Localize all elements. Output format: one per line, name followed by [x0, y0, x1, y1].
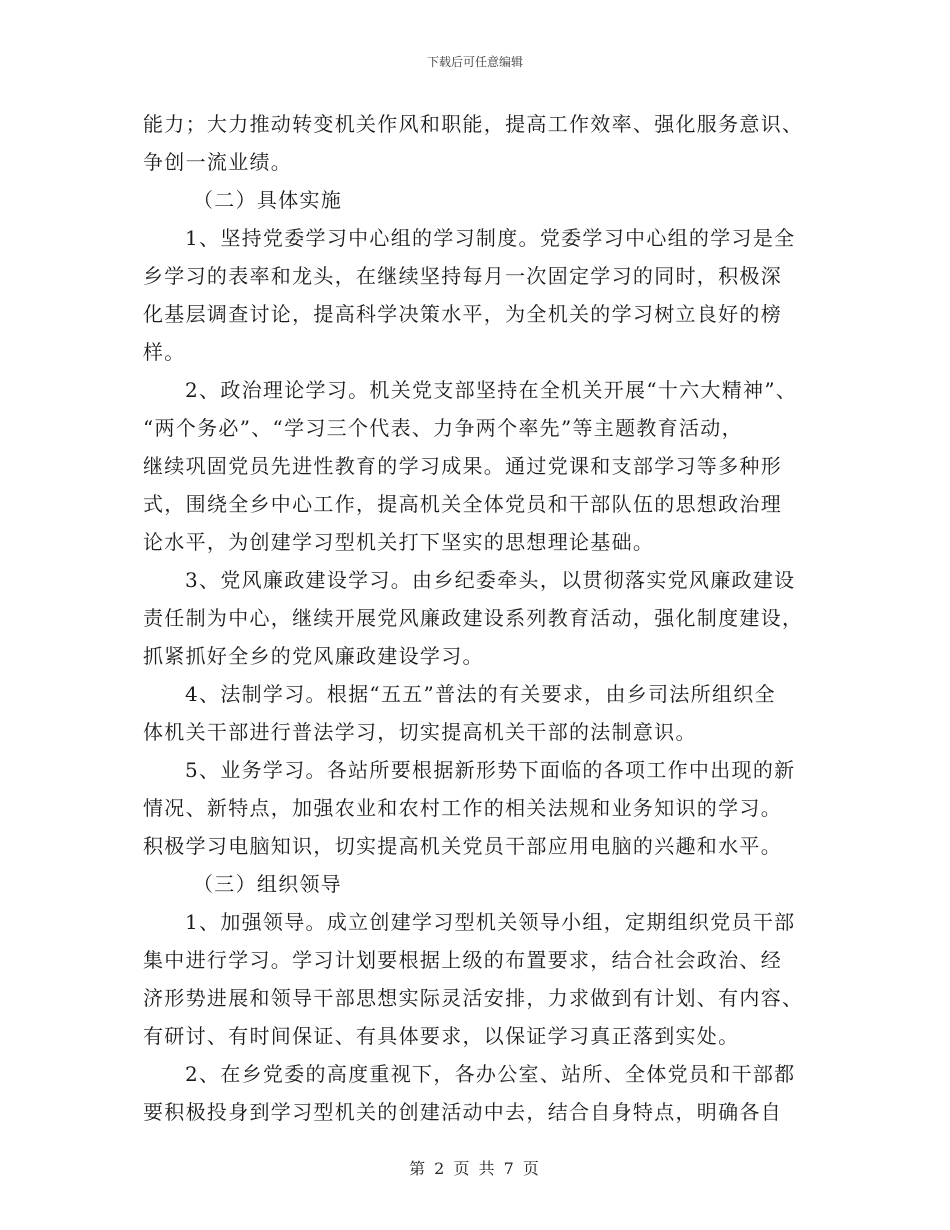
text-line: 能力；大力推动转变机关作风和职能，提高工作效率、强化服务意识、: [143, 112, 804, 136]
text-line: 体机关干部进行普法学习，切实提高机关干部的法制意识。: [143, 720, 697, 744]
text-line: 样。: [143, 340, 186, 364]
page-header: 下载后可任意编辑: [426, 55, 523, 69]
text-line: 有研讨、有时间保证、有具体要求，以保证学习真正落到实处。: [143, 1024, 740, 1048]
text-line: 1、坚持党委学习中心组的学习制度。党委学习中心组的学习是全: [185, 226, 796, 250]
text-line: 3、党风廉政建设学习。由乡纪委牵头，以贯彻落实党风廉政建设: [185, 568, 796, 592]
text-line: 论水平，为创建学习型机关打下坚实的思想理论基础。: [143, 530, 655, 554]
text-line: 争创一流业绩。: [143, 150, 293, 174]
text-line: 集中进行学习。学习计划要根据上级的布置要求，结合社会政治、经: [143, 948, 782, 972]
text-line: （三）组织领导: [193, 872, 343, 896]
text-line: 2、政治理论学习。机关党支部坚持在全机关开展“十六大精神”、: [185, 378, 798, 402]
text-line: “两个务必”、“学习三个代表、力争两个率先”等主题教育活动，: [143, 416, 743, 440]
text-line: 抓紧抓好全乡的党风廉政建设学习。: [143, 644, 484, 668]
text-line: 要积极投身到学习型机关的创建活动中去，结合自身特点，明确各自: [143, 1100, 782, 1124]
text-line: 1、加强领导。成立创建学习型机关领导小组，定期组织党员干部: [185, 910, 796, 934]
text-line: 乡学习的表率和龙头，在继续坚持每月一次固定学习的同时，积极深: [143, 264, 782, 288]
text-line: 济形势进展和领导干部思想实际灵活安排，力求做到有计划、有内容、: [143, 986, 804, 1010]
text-line: 化基层调查讨论，提高科学决策水平，为全机关的学习树立良好的榜: [143, 302, 782, 326]
text-line: 情况、新特点，加强农业和农村工作的相关法规和业务知识的学习。: [143, 796, 782, 820]
text-line: 责任制为中心，继续开展党风廉政建设系列教育活动，强化制度建设，: [143, 606, 804, 630]
text-line: （二）具体实施: [193, 188, 343, 212]
page-footer: 第 2 页 共 7 页: [409, 1159, 541, 1178]
text-line: 积极学习电脑知识，切实提高机关党员干部应用电脑的兴趣和水平。: [143, 834, 782, 858]
document-body: [143, 105, 815, 1131]
text-line: 5、业务学习。各站所要根据新形势下面临的各项工作中出现的新: [185, 758, 796, 782]
text-line: 式，围绕全乡中心工作，提高机关全体党员和干部队伍的思想政治理: [143, 492, 782, 516]
text-line: 2、在乡党委的高度重视下，各办公室、站所、全体党员和干部都: [185, 1062, 796, 1086]
text-line: 继续巩固党员先进性教育的学习成果。通过党课和支部学习等多种形: [143, 454, 782, 478]
text-line: 4、法制学习。根据“五五”普法的有关要求，由乡司法所组织全: [185, 682, 776, 706]
